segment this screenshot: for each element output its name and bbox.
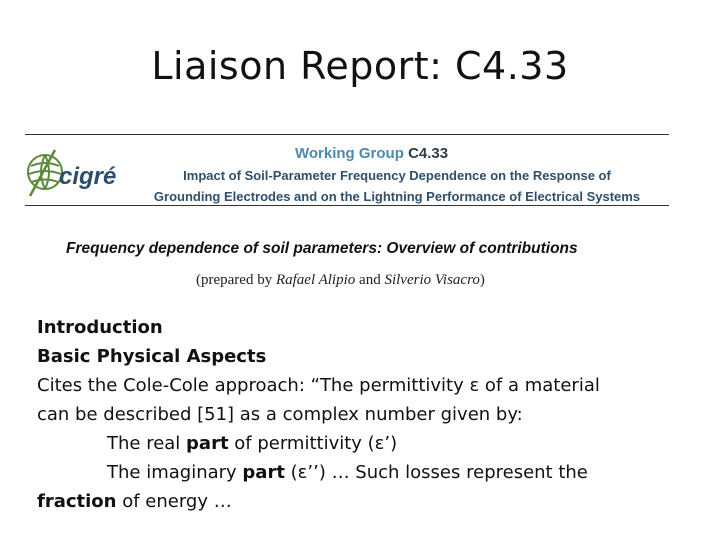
cigre-logo: [25, 144, 117, 200]
author-2: Silverio Visacro: [384, 272, 480, 288]
basic-aspects-heading: Basic Physical Aspects: [37, 346, 267, 367]
working-group-label: Working Group: [295, 145, 404, 162]
overview-heading: Frequency dependence of soil parameters: Overview of contributions: [66, 240, 578, 257]
cites-line-2: can be described [51] as a complex number given by:: [37, 404, 523, 425]
working-group-subtitle-2: Grounding Electrodes and on the Lightning Performance of Electrical Systems: [153, 189, 641, 204]
and-text: and: [355, 272, 385, 288]
introduction-heading: Introduction: [37, 317, 163, 338]
working-group-line: [295, 145, 448, 162]
cites-line-1: Cites the Cole-Cole approach: “The permittivity ε of a material: [37, 375, 600, 396]
prepared-prefix: (prepared by: [196, 272, 276, 288]
working-group-subtitle-1: Impact of Soil-Parameter Frequency Dependence on the Response of: [183, 168, 611, 183]
prepared-by-line: [196, 272, 485, 289]
slide-title: Liaison Report: C4.33: [151, 44, 569, 88]
author-1: Rafael Alipio: [275, 272, 356, 288]
cigre-logo-text: cigré: [59, 163, 117, 190]
real-part-line: The real part of permittivity (ε’): [107, 433, 398, 454]
working-group-header: [25, 132, 669, 212]
header-top-rule: [25, 134, 669, 135]
imaginary-part-line: The imaginary part (ε’’) … Such losses represent the: [107, 462, 588, 483]
working-group-number: C4.33: [408, 145, 449, 162]
fraction-line: fraction of energy …: [37, 491, 232, 512]
prepared-suffix: ): [479, 272, 485, 288]
body-text: [37, 313, 697, 516]
header-bottom-rule: [25, 205, 669, 206]
